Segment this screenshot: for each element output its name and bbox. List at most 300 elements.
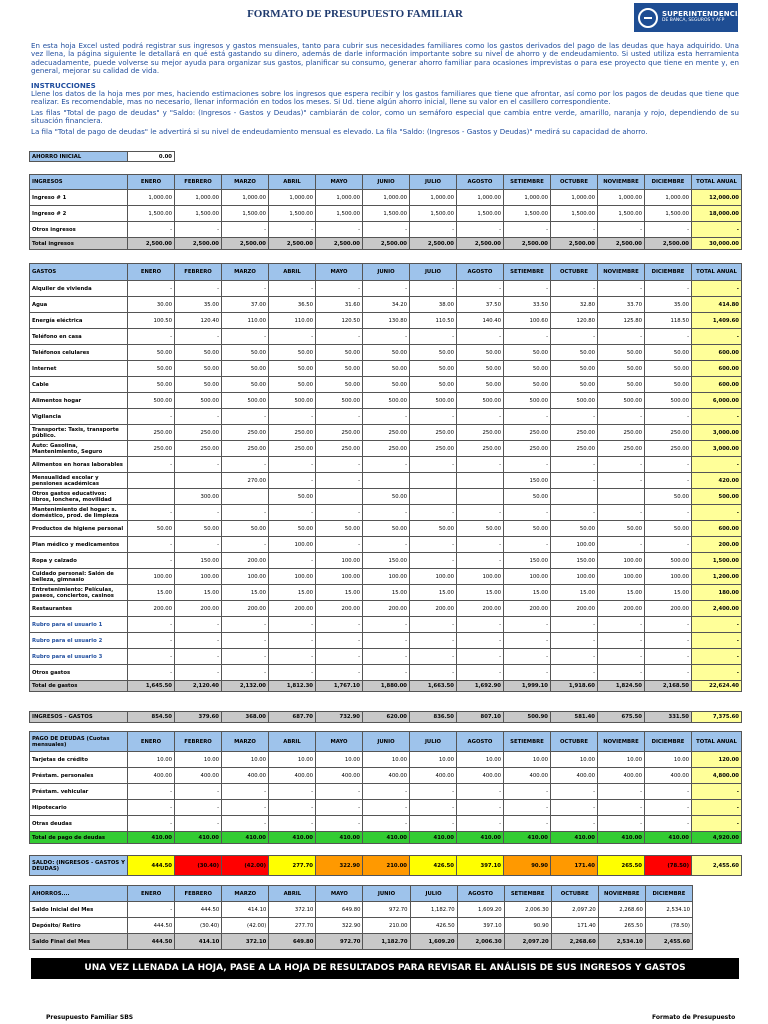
month-value-cell[interactable]: - [175,537,222,553]
month-value-cell[interactable]: 50.00 [222,521,269,537]
month-value-cell[interactable]: 32.80 [551,297,598,313]
month-value-cell[interactable]: - [598,457,645,473]
month-value-cell[interactable]: 1,500.00 [222,206,269,222]
month-value-cell[interactable]: - [269,816,316,832]
month-value-cell[interactable]: 15.00 [504,585,551,601]
month-value-cell[interactable]: - [504,537,551,553]
month-value-cell[interactable] [410,473,457,489]
month-value-cell[interactable]: 100.00 [316,569,363,585]
month-value-cell[interactable]: - [504,617,551,633]
month-value-cell[interactable]: - [598,784,645,800]
month-value-cell[interactable]: 10.00 [504,752,551,768]
month-value-cell[interactable]: - [363,281,410,297]
month-value-cell[interactable]: 50.00 [551,345,598,361]
month-value-cell[interactable]: 50.00 [269,361,316,377]
month-value-cell[interactable]: 50.00 [222,361,269,377]
month-value-cell[interactable]: 50.00 [128,377,175,393]
month-value-cell[interactable]: 50.00 [645,489,692,505]
month-value-cell[interactable]: 250.00 [316,425,363,441]
month-value-cell[interactable]: - [363,222,410,238]
month-value-cell[interactable]: 400.00 [128,768,175,784]
month-value-cell[interactable]: - [363,816,410,832]
month-value-cell[interactable]: - [457,553,504,569]
month-value-cell[interactable]: - [598,665,645,681]
month-value-cell[interactable]: 250.00 [269,441,316,457]
month-value-cell[interactable]: - [457,457,504,473]
month-value-cell[interactable]: 10.00 [222,752,269,768]
month-value-cell[interactable]: - [175,281,222,297]
month-value-cell[interactable]: 200.00 [551,601,598,617]
month-value-cell[interactable]: - [222,665,269,681]
month-value-cell[interactable]: 100.00 [598,553,645,569]
month-value-cell[interactable]: 10.00 [128,752,175,768]
month-value-cell[interactable]: 50.00 [598,345,645,361]
month-value-cell[interactable]: 150.00 [363,553,410,569]
month-value-cell[interactable]: 300.00 [175,489,222,505]
month-value-cell[interactable]: 100.00 [175,569,222,585]
month-value-cell[interactable]: - [175,633,222,649]
month-value-cell[interactable]: 50.00 [316,521,363,537]
month-value-cell[interactable]: - [598,329,645,345]
month-value-cell[interactable]: - [645,617,692,633]
month-value-cell[interactable]: - [128,409,175,425]
month-value-cell[interactable]: 50.00 [504,489,551,505]
month-value-cell[interactable]: 250.00 [175,441,222,457]
month-value-cell[interactable]: 15.00 [363,585,410,601]
month-value-cell[interactable] [457,473,504,489]
month-value-cell[interactable]: - [316,784,363,800]
month-value-cell[interactable]: - [363,633,410,649]
month-value-cell[interactable]: 50.00 [316,345,363,361]
month-value-cell[interactable]: 50.00 [598,521,645,537]
month-value-cell[interactable]: 50.00 [128,361,175,377]
month-value-cell[interactable]: - [128,329,175,345]
month-value-cell[interactable]: - [222,816,269,832]
month-value-cell[interactable]: 200.00 [363,601,410,617]
month-value-cell[interactable]: 110.00 [269,313,316,329]
month-value-cell[interactable]: - [316,649,363,665]
month-value-cell[interactable]: 100.00 [551,537,598,553]
month-value-cell[interactable]: 1,000.00 [316,190,363,206]
month-value-cell[interactable]: 200.00 [222,601,269,617]
month-value-cell[interactable]: - [363,617,410,633]
month-value-cell[interactable]: - [598,633,645,649]
month-value-cell[interactable]: - [410,281,457,297]
month-value-cell[interactable]: - [128,553,175,569]
month-value-cell[interactable]: - [363,665,410,681]
month-value-cell[interactable]: - [551,665,598,681]
month-value-cell[interactable]: 10.00 [175,752,222,768]
month-value-cell[interactable]: 150.00 [175,553,222,569]
month-value-cell[interactable]: 100.00 [222,569,269,585]
month-value-cell[interactable]: 1,000.00 [410,190,457,206]
month-value-cell[interactable]: 400.00 [269,768,316,784]
month-value-cell[interactable]: 100.00 [410,569,457,585]
month-value-cell[interactable]: - [269,665,316,681]
month-value-cell[interactable]: 400.00 [316,768,363,784]
month-value-cell[interactable]: - [504,784,551,800]
month-value-cell[interactable]: 100.00 [598,569,645,585]
month-value-cell[interactable]: 400.00 [175,768,222,784]
month-value-cell[interactable]: - [410,537,457,553]
month-value-cell[interactable]: - [363,537,410,553]
month-value-cell[interactable]: - [269,617,316,633]
month-value-cell[interactable]: - [504,281,551,297]
month-value-cell[interactable]: 100.00 [551,569,598,585]
month-value-cell[interactable]: - [410,816,457,832]
month-value-cell[interactable]: - [363,784,410,800]
month-value-cell[interactable]: - [222,457,269,473]
month-value-cell[interactable]: 50.00 [457,521,504,537]
month-value-cell[interactable]: - [645,409,692,425]
month-value-cell[interactable]: 50.00 [175,361,222,377]
month-value-cell[interactable]: - [363,505,410,521]
month-value-cell[interactable]: - [316,537,363,553]
month-value-cell[interactable]: 1,500.00 [316,206,363,222]
month-value-cell[interactable]: - [645,784,692,800]
month-value-cell[interactable]: 50.00 [175,521,222,537]
month-value-cell[interactable]: - [222,222,269,238]
month-value-cell[interactable]: - [269,784,316,800]
month-value-cell[interactable]: - [175,665,222,681]
month-value-cell[interactable]: 250.00 [457,425,504,441]
month-value-cell[interactable]: - [269,409,316,425]
month-value-cell[interactable]: 1,500.00 [551,206,598,222]
month-value-cell[interactable]: - [316,457,363,473]
month-value-cell[interactable] [363,473,410,489]
month-value-cell[interactable]: 10.00 [645,752,692,768]
month-value-cell[interactable]: - [175,816,222,832]
month-value-cell[interactable]: 15.00 [222,585,269,601]
month-value-cell[interactable]: - [410,329,457,345]
month-value-cell[interactable]: 500.00 [504,393,551,409]
month-value-cell[interactable]: 31.60 [316,297,363,313]
month-value-cell[interactable]: 1,000.00 [269,190,316,206]
month-value-cell[interactable]: - [410,649,457,665]
month-value-cell[interactable]: 110.50 [410,313,457,329]
month-value-cell[interactable]: 37.50 [457,297,504,313]
month-value-cell[interactable]: - [128,457,175,473]
month-value-cell[interactable]: - [128,649,175,665]
month-value-cell[interactable]: 250.00 [222,425,269,441]
month-value-cell[interactable]: 50.00 [504,521,551,537]
month-value-cell[interactable]: 50.00 [316,361,363,377]
month-value-cell[interactable]: 1,500.00 [504,206,551,222]
month-value-cell[interactable]: 500.00 [222,393,269,409]
month-value-cell[interactable] [175,473,222,489]
month-value-cell[interactable]: - [128,537,175,553]
month-value-cell[interactable]: 100.00 [128,569,175,585]
month-value-cell[interactable]: 1,000.00 [598,190,645,206]
month-value-cell[interactable]: 50.00 [363,521,410,537]
month-value-cell[interactable]: - [222,800,269,816]
month-value-cell[interactable]: 400.00 [598,768,645,784]
month-value-cell[interactable]: 200.00 [222,553,269,569]
month-value-cell[interactable]: 37.00 [222,297,269,313]
month-value-cell[interactable]: 50.00 [504,361,551,377]
month-value-cell[interactable]: - [363,409,410,425]
month-value-cell[interactable]: 50.00 [598,361,645,377]
month-value-cell[interactable]: - [504,800,551,816]
month-value-cell[interactable]: 118.50 [645,313,692,329]
month-value-cell[interactable]: 100.50 [128,313,175,329]
month-value-cell[interactable]: 100.00 [457,569,504,585]
month-value-cell[interactable]: 500.00 [269,393,316,409]
month-value-cell[interactable]: - [457,222,504,238]
month-value-cell[interactable]: - [598,505,645,521]
month-value-cell[interactable]: 1,000.00 [175,190,222,206]
month-value-cell[interactable]: - [457,281,504,297]
month-value-cell[interactable]: 50.00 [551,361,598,377]
month-value-cell[interactable]: 10.00 [316,752,363,768]
month-value-cell[interactable]: 50.00 [645,345,692,361]
month-value-cell[interactable]: - [410,617,457,633]
month-value-cell[interactable]: 38.00 [410,297,457,313]
month-value-cell[interactable]: - [410,665,457,681]
month-value-cell[interactable]: 250.00 [645,441,692,457]
month-value-cell[interactable]: - [128,617,175,633]
month-value-cell[interactable]: - [551,329,598,345]
month-value-cell[interactable]: - [551,800,598,816]
month-value-cell[interactable]: - [504,457,551,473]
month-value-cell[interactable]: - [269,222,316,238]
month-value-cell[interactable]: 500.00 [645,393,692,409]
month-value-cell[interactable]: 50.00 [269,489,316,505]
month-value-cell[interactable]: - [598,800,645,816]
month-value-cell[interactable]: - [457,800,504,816]
month-value-cell[interactable]: - [128,784,175,800]
month-value-cell[interactable]: - [222,409,269,425]
month-value-cell[interactable] [410,489,457,505]
month-value-cell[interactable]: 50.00 [269,377,316,393]
month-value-cell[interactable]: 200.00 [598,601,645,617]
month-value-cell[interactable]: 150.00 [504,553,551,569]
month-value-cell[interactable]: - [175,649,222,665]
month-value-cell[interactable]: 150.00 [504,473,551,489]
month-value-cell[interactable]: 15.00 [598,585,645,601]
month-value-cell[interactable]: 30.00 [128,297,175,313]
month-value-cell[interactable]: - [645,329,692,345]
month-value-cell[interactable]: 400.00 [645,768,692,784]
month-value-cell[interactable]: 1,000.00 [551,190,598,206]
month-value-cell[interactable]: - [269,473,316,489]
month-value-cell[interactable]: - [316,281,363,297]
month-value-cell[interactable]: - [128,222,175,238]
month-value-cell[interactable]: 50.00 [222,377,269,393]
month-value-cell[interactable]: 200.00 [410,601,457,617]
month-value-cell[interactable]: 100.00 [269,537,316,553]
month-value-cell[interactable]: - [222,505,269,521]
month-value-cell[interactable]: 250.00 [128,425,175,441]
month-value-cell[interactable]: 250.00 [551,425,598,441]
month-value-cell[interactable]: - [457,505,504,521]
month-value-cell[interactable]: 15.00 [316,585,363,601]
month-value-cell[interactable]: - [269,553,316,569]
month-value-cell[interactable]: - [645,281,692,297]
month-value-cell[interactable]: - [410,784,457,800]
month-value-cell[interactable]: 15.00 [175,585,222,601]
month-value-cell[interactable]: 120.40 [175,313,222,329]
month-value-cell[interactable]: 50.00 [175,345,222,361]
month-value-cell[interactable]: 50.00 [598,377,645,393]
month-value-cell[interactable]: - [410,505,457,521]
month-value-cell[interactable]: 10.00 [457,752,504,768]
month-value-cell[interactable]: 50.00 [551,377,598,393]
month-value-cell[interactable]: - [410,457,457,473]
month-value-cell[interactable]: 50.00 [645,377,692,393]
month-value-cell[interactable]: - [175,222,222,238]
month-value-cell[interactable]: 250.00 [269,425,316,441]
month-value-cell[interactable]: 200.00 [128,601,175,617]
month-value-cell[interactable]: - [645,633,692,649]
month-value-cell[interactable]: - [175,617,222,633]
month-value-cell[interactable]: - [598,473,645,489]
month-value-cell[interactable]: - [645,505,692,521]
month-value-cell[interactable]: 50.00 [128,345,175,361]
month-value-cell[interactable]: - [269,329,316,345]
month-value-cell[interactable]: 250.00 [128,441,175,457]
month-value-cell[interactable] [128,473,175,489]
month-value-cell[interactable]: - [128,281,175,297]
month-value-cell[interactable]: - [128,816,175,832]
month-value-cell[interactable]: 1,000.00 [645,190,692,206]
month-value-cell[interactable]: 50.00 [269,345,316,361]
month-value-cell[interactable]: 1,500.00 [645,206,692,222]
month-value-cell[interactable]: - [128,633,175,649]
month-value-cell[interactable]: - [504,222,551,238]
month-value-cell[interactable]: - [457,665,504,681]
month-value-cell[interactable]: 10.00 [363,752,410,768]
month-value-cell[interactable]: 10.00 [269,752,316,768]
month-value-cell[interactable]: - [551,816,598,832]
month-value-cell[interactable]: - [598,649,645,665]
ahorro-inicial-input[interactable]: 0.00 [128,152,175,162]
month-value-cell[interactable]: 50.00 [457,377,504,393]
month-value-cell[interactable]: - [457,537,504,553]
month-value-cell[interactable]: - [551,409,598,425]
month-value-cell[interactable]: - [598,816,645,832]
month-value-cell[interactable]: 150.00 [551,553,598,569]
month-value-cell[interactable]: 400.00 [504,768,551,784]
month-value-cell[interactable]: 1,500.00 [175,206,222,222]
month-value-cell[interactable]: 100.00 [269,569,316,585]
month-value-cell[interactable]: 200.00 [457,601,504,617]
month-value-cell[interactable]: 33.50 [504,297,551,313]
month-value-cell[interactable]: 100.00 [316,553,363,569]
month-value-cell[interactable]: 500.00 [410,393,457,409]
month-value-cell[interactable]: 100.00 [645,569,692,585]
month-value-cell[interactable]: 33.70 [598,297,645,313]
month-value-cell[interactable]: 10.00 [598,752,645,768]
month-value-cell[interactable]: - [504,505,551,521]
month-value-cell[interactable]: - [551,473,598,489]
month-value-cell[interactable]: - [598,409,645,425]
month-value-cell[interactable]: 200.00 [175,601,222,617]
month-value-cell[interactable]: 120.80 [551,313,598,329]
month-value-cell[interactable]: 500.00 [316,393,363,409]
month-value-cell[interactable]: 50.00 [363,489,410,505]
month-value-cell[interactable]: - [410,633,457,649]
month-value-cell[interactable]: 250.00 [504,425,551,441]
month-value-cell[interactable]: - [598,281,645,297]
month-value-cell[interactable]: 15.00 [551,585,598,601]
month-value-cell[interactable]: 500.00 [128,393,175,409]
month-value-cell[interactable]: - [598,222,645,238]
month-value-cell[interactable]: - [316,409,363,425]
month-value-cell[interactable]: - [457,816,504,832]
month-value-cell[interactable]: 400.00 [410,768,457,784]
month-value-cell[interactable]: - [175,457,222,473]
month-value-cell[interactable]: 200.00 [645,601,692,617]
month-value-cell[interactable]: - [645,649,692,665]
month-value-cell[interactable]: 50.00 [363,377,410,393]
month-value-cell[interactable]: 125.80 [598,313,645,329]
month-value-cell[interactable]: 250.00 [363,441,410,457]
month-value-cell[interactable]: - [316,800,363,816]
month-value-cell[interactable]: 250.00 [645,425,692,441]
month-value-cell[interactable]: - [645,816,692,832]
month-value-cell[interactable]: 1,000.00 [457,190,504,206]
month-value-cell[interactable]: 50.00 [410,345,457,361]
month-value-cell[interactable]: 50.00 [316,377,363,393]
month-value-cell[interactable]: 100.00 [504,569,551,585]
month-value-cell[interactable]: - [175,409,222,425]
month-value-cell[interactable]: 250.00 [222,441,269,457]
month-value-cell[interactable]: 400.00 [222,768,269,784]
month-value-cell[interactable]: 1,500.00 [410,206,457,222]
month-value-cell[interactable]: 1,000.00 [128,190,175,206]
month-value-cell[interactable]: 50.00 [410,361,457,377]
month-value-cell[interactable]: - [222,617,269,633]
month-value-cell[interactable]: 140.40 [457,313,504,329]
month-value-cell[interactable]: - [222,329,269,345]
month-value-cell[interactable]: - [504,329,551,345]
month-value-cell[interactable]: - [504,665,551,681]
month-value-cell[interactable]: 15.00 [410,585,457,601]
month-value-cell[interactable]: 35.00 [175,297,222,313]
month-value-cell[interactable]: - [598,537,645,553]
month-value-cell[interactable]: - [316,222,363,238]
month-value-cell[interactable]: - [410,553,457,569]
month-value-cell[interactable]: - [316,816,363,832]
month-value-cell[interactable]: - [316,633,363,649]
month-value-cell[interactable]: - [363,329,410,345]
month-value-cell[interactable] [551,489,598,505]
month-value-cell[interactable]: 400.00 [363,768,410,784]
month-value-cell[interactable]: 400.00 [457,768,504,784]
month-value-cell[interactable]: 50.00 [645,521,692,537]
month-value-cell[interactable]: - [222,633,269,649]
month-value-cell[interactable]: - [363,457,410,473]
month-value-cell[interactable]: 50.00 [457,361,504,377]
month-value-cell[interactable]: 500.00 [363,393,410,409]
month-value-cell[interactable]: 50.00 [363,345,410,361]
month-value-cell[interactable]: 50.00 [175,377,222,393]
month-value-cell[interactable]: - [269,457,316,473]
month-value-cell[interactable]: - [316,665,363,681]
month-value-cell[interactable]: - [457,649,504,665]
month-value-cell[interactable] [222,489,269,505]
month-value-cell[interactable]: - [269,505,316,521]
month-value-cell[interactable]: 1,000.00 [363,190,410,206]
month-value-cell[interactable]: 250.00 [504,441,551,457]
month-value-cell[interactable]: - [269,281,316,297]
month-value-cell[interactable]: - [457,784,504,800]
month-value-cell[interactable]: 250.00 [457,441,504,457]
month-value-cell[interactable]: 1,000.00 [504,190,551,206]
month-value-cell[interactable]: - [504,633,551,649]
month-value-cell[interactable]: 50.00 [504,345,551,361]
